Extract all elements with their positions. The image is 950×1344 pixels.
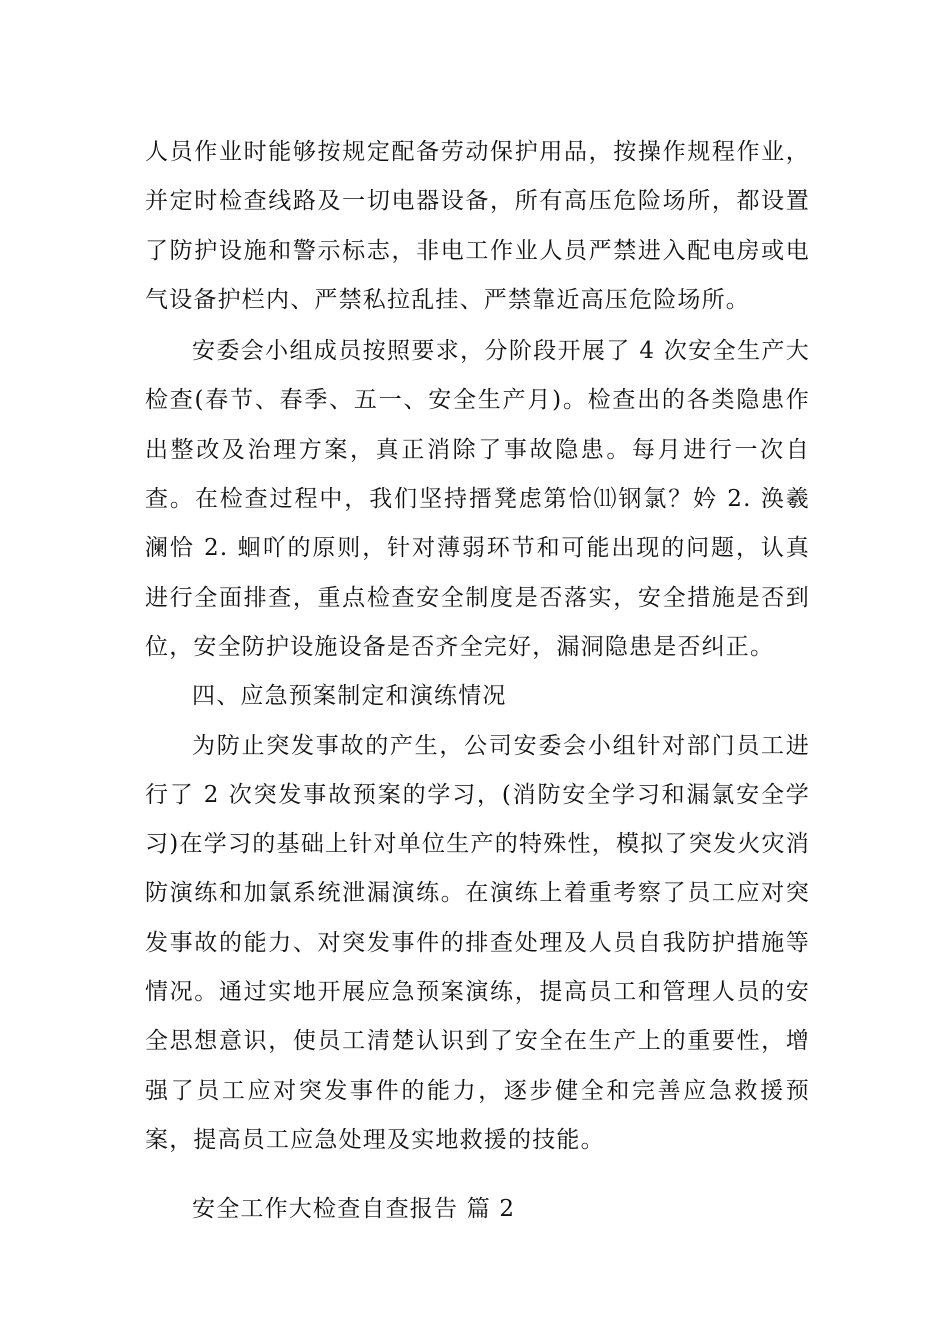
- document-body: [145, 128, 810, 1235]
- paragraph-emergency-drills: 为防止突发事故的产生，公司安委会小组针对部门员工进行了 2 次突发事故预案的学习，(消防安全学习和漏氯安全学习)在学习的基础上针对单位生产的特殊性，模拟了突发火灾消防演练和加氯系统泄漏演练。在演练上着重考察了员工应对突发事故的能力、对突发事件的排查处理及人员自我防护措施等情况。通过实地开展应急预案演练，提高员工和管理人员的安全思想意识，使员工清楚认识到了安全在生产上的重要性，增强了员工应对突发事件的能力，逐步健全和完善应急救援预案，提高员工应急处理及实地救援的技能。: [145, 732, 810, 1153]
- report-title: 安全工作大检查自查报告 篇 2: [192, 1196, 516, 1223]
- paragraph-electrical-safety: 人员作业时能够按规定配备劳动保护用品，按操作规程作业，并定时检查线路及一切电器设备，所有高压危险场所，都设置了防护设施和警示标志，非电工作业人员严禁进入配电房或电气设备护栏内、严禁私拉乱挂、严禁靠近高压危险场所。: [145, 139, 810, 313]
- section-heading: 四、应急预案制定和演练情况: [192, 683, 507, 710]
- paragraph-inspections: 安委会小组成员按照要求，分阶段开展了 4 次安全生产大检查(春节、春季、五一、安全生产月)。检查出的各类隐患作出整改及治理方案，真正消除了事故隐患。每月进行一次自查。在检查过程中，我们坚持搢凳虑第恰⑾钢氯？妗 2. 涣羲澜恰 2. 蛔吖的原则，针对薄弱环节和可能出现的问题，认真进行全面排查，重点检查安全制度是否落实，安全措施是否到位，安全防护设施设备是否齐全完好，漏洞隐患是否纠正。: [145, 338, 810, 660]
